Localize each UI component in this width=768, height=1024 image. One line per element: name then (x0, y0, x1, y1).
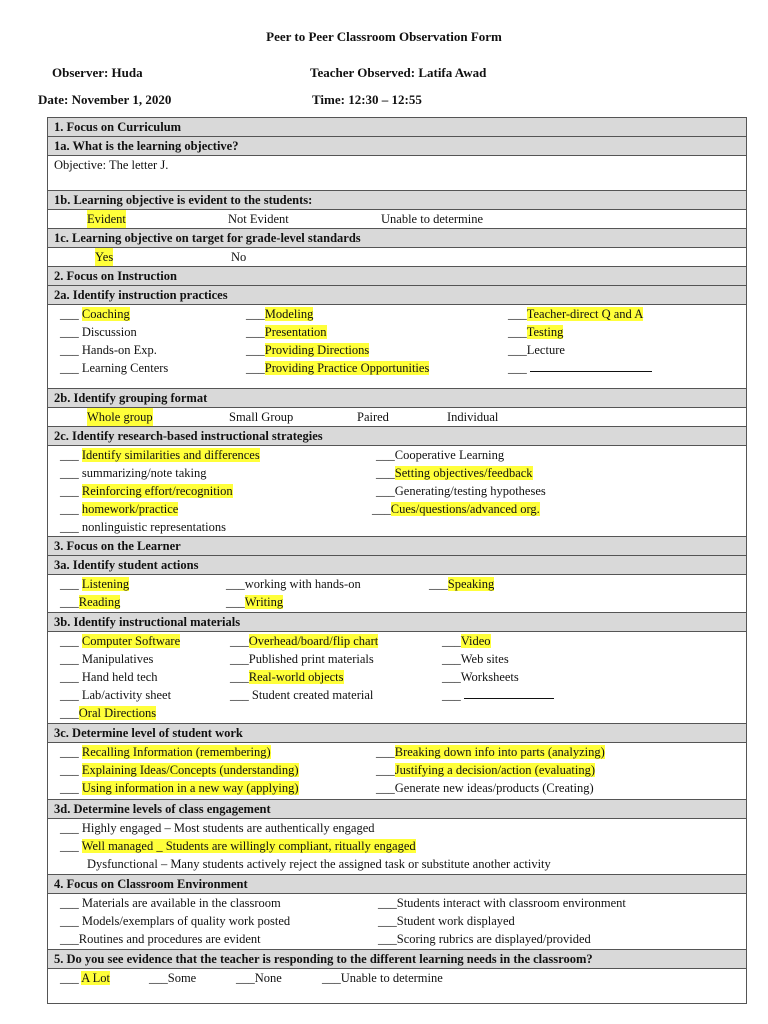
objective-text: Objective: The letter J. (54, 158, 169, 172)
testing-label: Testing (526, 325, 564, 339)
blank-line (530, 359, 652, 372)
section-2-header: 2. Focus on Instruction (48, 267, 746, 286)
summarizing-label: summarizing/note taking (81, 466, 207, 480)
checkbox-reading[interactable]: ___Reading (60, 595, 121, 609)
form-title: Peer to Peer Classroom Observation Form (266, 29, 502, 44)
checkbox-lecture[interactable]: ___Lecture (508, 343, 565, 357)
manipulatives-label: Manipulatives (81, 652, 154, 666)
checkbox-practice-opportunities[interactable]: ___Providing Practice Opportunities (246, 361, 430, 375)
blank-line (464, 686, 554, 699)
checkbox-similarities[interactable]: ___ Identify similarities and differences (60, 448, 260, 462)
checkbox-materials-available[interactable]: ___ Materials are available in the classroom (60, 896, 281, 910)
section-1-header: 1. Focus on Curriculum (48, 118, 746, 137)
oral-directions-label: Oral Directions (78, 706, 157, 720)
nonlinguistic-label: nonlinguistic representations (81, 520, 226, 534)
listening-label: Listening (81, 577, 130, 591)
worksheets-label: Worksheets (460, 670, 519, 684)
checkbox-speaking[interactable]: ___Speaking (429, 577, 495, 591)
checkbox-some[interactable]: ___Some (149, 971, 197, 985)
learning-centers-label: Learning Centers (81, 361, 169, 375)
option-paired[interactable]: Paired (357, 410, 389, 424)
section-3c-header: 3c. Determine level of student work (48, 724, 746, 743)
section-3d-header: 3d. Determine levels of class engagement (48, 800, 746, 819)
section-3b-header: 3b. Identify instructional materials (48, 613, 746, 632)
checkbox-hands-on-work[interactable]: ___working with hands-on (226, 577, 361, 591)
checkbox-setting-objectives[interactable]: ___Setting objectives/feedback (376, 466, 533, 480)
checkbox-overhead[interactable]: ___Overhead/board/flip chart (230, 634, 379, 648)
checkbox-lab-sheet[interactable]: ___ Lab/activity sheet (60, 688, 172, 702)
checkbox-listening[interactable]: ___ Listening (60, 577, 130, 591)
section-1b-header: 1b. Learning objective is evident to the students: (48, 191, 746, 210)
checkbox-real-world-objects[interactable]: ___Real-world objects (230, 670, 344, 684)
checkbox-hands-on[interactable]: ___ Hands-on Exp. (60, 343, 157, 357)
highly-engaged-label: Highly engaged – Most students are authentically engaged (81, 821, 375, 835)
student-material-label: Student created material (251, 688, 374, 702)
generating-hypotheses-label: Generating/testing hypotheses (394, 484, 546, 498)
speaking-label: Speaking (447, 577, 495, 591)
discussion-label: Discussion (81, 325, 137, 339)
students-interact-label: Students interact with classroom environment (396, 896, 626, 910)
teacher-direct-label: Teacher-direct Q and A (526, 307, 644, 321)
routines-label: Routines and procedures are evident (78, 932, 261, 946)
checkbox-writing[interactable]: ___Writing (226, 595, 284, 609)
checkbox-cooperative-learning[interactable]: ___Cooperative Learning (376, 448, 505, 462)
hand-held-tech-label: Hand held tech (81, 670, 158, 684)
practice-opportunities-label: Providing Practice Opportunities (264, 361, 430, 375)
section-5-body (48, 969, 746, 1003)
materials-available-label: Materials are available in the classroom (81, 896, 281, 910)
coaching-label: Coaching (81, 307, 130, 321)
option-not-evident[interactable]: Not Evident (228, 212, 289, 226)
checkbox-video[interactable]: ___Video (442, 634, 491, 648)
checkbox-hand-held-tech[interactable]: ___ Hand held tech (60, 670, 158, 684)
rubrics-label: Scoring rubrics are displayed/provided (396, 932, 591, 946)
checkbox-learning-centers[interactable]: ___ Learning Centers (60, 361, 169, 375)
checkbox-manipulatives[interactable]: ___ Manipulatives (60, 652, 154, 666)
section-3b-body (48, 632, 746, 724)
analyzing-label: Breaking down info into parts (analyzing) (394, 745, 605, 759)
checkbox-students-interact[interactable]: ___Students interact with classroom environment (378, 896, 626, 910)
option-unable-to-determine[interactable]: Unable to determine (381, 212, 484, 226)
overhead-label: Overhead/board/flip chart (248, 634, 379, 648)
section-4-body (48, 894, 746, 950)
checkbox-a-lot[interactable]: ___ A Lot (60, 971, 111, 985)
option-evident[interactable]: Evident (87, 212, 126, 226)
evaluating-label: Justifying a decision/action (evaluating) (394, 763, 596, 777)
providing-directions-label: Providing Directions (264, 343, 370, 357)
cooperative-learning-label: Cooperative Learning (394, 448, 505, 462)
section-3-header: 3. Focus on the Learner (48, 537, 746, 556)
checkbox-worksheets[interactable]: ___Worksheets (442, 670, 519, 684)
checkbox-rubrics[interactable]: ___Scoring rubrics are displayed/provided (378, 932, 591, 946)
checkbox-cues-questions[interactable]: ___Cues/questions/advanced org. (372, 502, 540, 516)
checkbox-computer-software[interactable]: ___ Computer Software (60, 634, 181, 648)
checkbox-providing-directions[interactable]: ___Providing Directions (246, 343, 370, 357)
writing-label: Writing (244, 595, 284, 609)
section-2b-header: 2b. Identify grouping format (48, 389, 746, 408)
section-3a-header: 3a. Identify student actions (48, 556, 746, 575)
option-no[interactable]: No (231, 250, 247, 264)
checkbox-oral-directions[interactable]: ___Oral Directions (60, 706, 157, 720)
checkbox-analyzing[interactable]: ___Breaking down info into parts (analyzing) (376, 745, 605, 759)
checkbox-other-material[interactable]: ___ (442, 686, 554, 704)
section-4-header: 4. Focus on Classroom Environment (48, 875, 746, 894)
checkbox-coaching[interactable]: ___ Coaching (60, 307, 130, 321)
time-label: Time: 12:30 – 12:55 (312, 92, 422, 107)
checkbox-applying[interactable]: ___ Using information in a new way (applying) (60, 781, 299, 795)
checkbox-teacher-direct[interactable]: ___Teacher-direct Q and A (508, 307, 644, 321)
option-individual[interactable]: Individual (447, 410, 499, 424)
section-1c-body (48, 248, 746, 267)
observer-label: Observer: Huda (52, 65, 143, 80)
checkbox-web-sites[interactable]: ___Web sites (442, 652, 509, 666)
setting-objectives-label: Setting objectives/feedback (394, 466, 533, 480)
checkbox-unable[interactable]: ___Unable to determine (322, 971, 443, 985)
reinforcing-effort-label: Reinforcing effort/recognition (81, 484, 233, 498)
applying-label: Using information in a new way (applying) (81, 781, 299, 795)
checkbox-evaluating[interactable]: ___Justifying a decision/action (evaluating) (376, 763, 596, 777)
lab-sheet-label: Lab/activity sheet (81, 688, 172, 702)
section-2b-body (48, 408, 746, 427)
creating-label: Generate new ideas/products (Creating) (394, 781, 594, 795)
checkbox-published-print[interactable]: ___Published print materials (230, 652, 374, 666)
video-label: Video (460, 634, 491, 648)
checkbox-creating[interactable]: ___Generate new ideas/products (Creating) (376, 781, 594, 795)
hands-on-label: Hands-on Exp. (81, 343, 157, 357)
option-yes[interactable]: Yes (95, 250, 114, 264)
teacher-label: Teacher Observed: Latifa Awad (310, 65, 487, 80)
models-posted-label: Models/exemplars of quality work posted (81, 914, 291, 928)
hands-on-work-label: working with hands-on (244, 577, 361, 591)
presentation-label: Presentation (264, 325, 327, 339)
computer-software-label: Computer Software (81, 634, 181, 648)
section-2a-body (48, 305, 746, 389)
section-2c-body (48, 446, 746, 537)
checkbox-presentation[interactable]: ___Presentation (246, 325, 327, 339)
checkbox-testing[interactable]: ___Testing (508, 325, 564, 339)
understanding-label: Explaining Ideas/Concepts (understanding) (81, 763, 299, 777)
observation-table (47, 117, 747, 1004)
section-1b-body (48, 210, 746, 229)
section-3a-body (48, 575, 746, 613)
checkbox-well-managed[interactable]: ___ Well managed _ Students are willingly compliant, ritually engaged (60, 839, 416, 853)
real-world-objects-label: Real-world objects (248, 670, 344, 684)
some-label: Some (167, 971, 197, 985)
work-displayed-label: Student work displayed (396, 914, 515, 928)
section-5-header: 5. Do you see evidence that the teacher is responding to the different learning needs in the classroom? (48, 950, 746, 969)
checkbox-homework[interactable]: ___ homework/practice (60, 502, 179, 516)
reading-label: Reading (78, 595, 121, 609)
unable-label: Unable to determine (340, 971, 443, 985)
section-3d-body (48, 819, 746, 875)
checkbox-routines[interactable]: ___Routines and procedures are evident (60, 932, 261, 946)
modeling-label: Modeling (264, 307, 314, 321)
homework-label: homework/practice (81, 502, 179, 516)
checkbox-discussion[interactable]: ___ Discussion (60, 325, 137, 339)
checkbox-reinforcing-effort[interactable]: ___ Reinforcing effort/recognition (60, 484, 233, 498)
section-3c-body (48, 743, 746, 800)
checkbox-other-practice[interactable]: ___ (508, 359, 652, 377)
a-lot-label: A Lot (81, 971, 111, 985)
checkbox-student-material[interactable]: ___ Student created material (230, 688, 374, 702)
checkbox-nonlinguistic[interactable]: ___ nonlinguistic representations (60, 520, 226, 534)
dysfunctional-label[interactable]: Dysfunctional – Many students actively reject the assigned task or substitute another activity (87, 857, 551, 871)
checkbox-generating-hypotheses[interactable]: ___Generating/testing hypotheses (376, 484, 546, 498)
published-print-label: Published print materials (248, 652, 374, 666)
checkbox-none[interactable]: ___None (236, 971, 282, 985)
lecture-label: Lecture (526, 343, 565, 357)
section-1c-header: 1c. Learning objective on target for grade-level standards (48, 229, 746, 248)
section-2c-header: 2c. Identify research-based instructional strategies (48, 427, 746, 446)
checkbox-understanding[interactable]: ___ Explaining Ideas/Concepts (understanding) (60, 763, 299, 777)
checkbox-work-displayed[interactable]: ___Student work displayed (378, 914, 515, 928)
date-label: Date: November 1, 2020 (38, 92, 172, 107)
well-managed-label: Well managed _ Students are willingly compliant, ritually engaged (81, 839, 416, 853)
checkbox-modeling[interactable]: ___Modeling (246, 307, 314, 321)
section-2a-header: 2a. Identify instruction practices (48, 286, 746, 305)
section-1a-body (48, 156, 746, 191)
none-label: None (254, 971, 282, 985)
cues-questions-label: Cues/questions/advanced org. (390, 502, 540, 516)
option-small-group[interactable]: Small Group (229, 410, 294, 424)
similarities-label: Identify similarities and differences (81, 448, 260, 462)
checkbox-highly-engaged[interactable]: ___ Highly engaged – Most students are authentically engaged (60, 821, 375, 835)
checkbox-remembering[interactable]: ___ Recalling Information (remembering) (60, 745, 271, 759)
section-1a-header: 1a. What is the learning objective? (48, 137, 746, 156)
checkbox-models-posted[interactable]: ___ Models/exemplars of quality work posted (60, 914, 291, 928)
checkbox-summarizing[interactable]: ___ summarizing/note taking (60, 466, 207, 480)
option-whole-group[interactable]: Whole group (87, 410, 153, 424)
web-sites-label: Web sites (460, 652, 509, 666)
remembering-label: Recalling Information (remembering) (81, 745, 271, 759)
